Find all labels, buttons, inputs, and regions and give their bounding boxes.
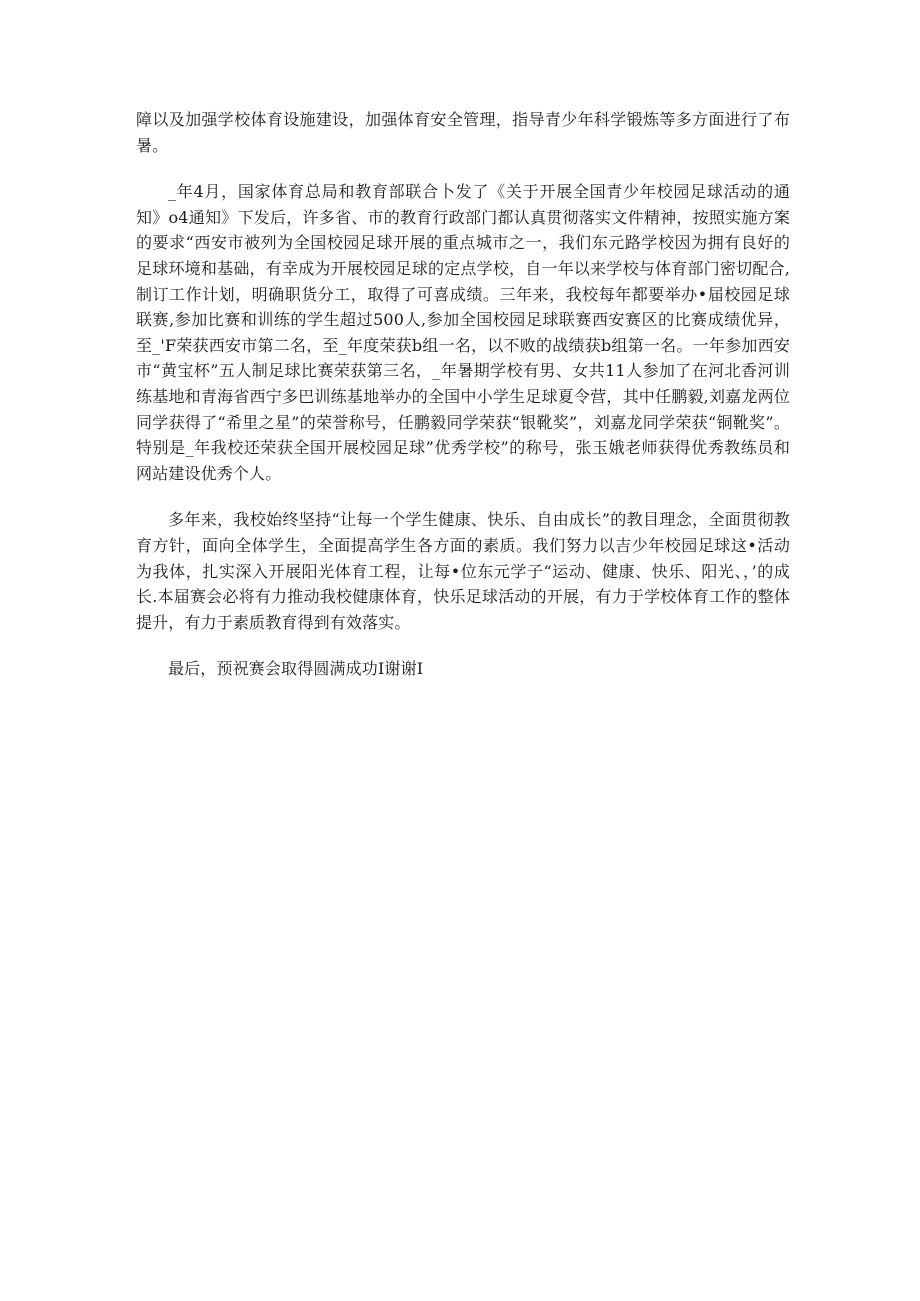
paragraph-philosophy: 多年来，我校始终坚持“让每一个学生健康、快乐、自由成长”的教目理念，全面贯彻教育方针，面向全体学生，全面提高学生各方面的素质。我们努力以吉少年校园足球这•活动为我体，扎实深入开展阳光体育工程，让每•位东元学子“运动、健康、快乐、阳光、，’的成长.本届赛会必将有力推动我校健康体育，快乐足球活动的开展，有力于学校体育工作的整体提升，有力于素质教育得到有效落实。	[136, 510, 790, 632]
document-page	[136, 107, 790, 682]
paragraph-achievements: _年4月，国家体育总局和教育部联合卜发了《关于开展全国青少年校园足球活动的通知》o4通知》下发后，许多省、市的教育行政部门都认真贯彻落实文件精神，按照实施方案的要求“西安市被列为全国校园足球开展的重点城市之一，我们东元路学校因为拥有良好的足球环境和基础，有幸成为开展校园足球的定点学校，自一年以来学校与体育部门密切配合,制订工作计划，明确职货分工，取得了可喜成绩。三年来，我校每年都要举办•届校园足球联赛,参加比赛和训练的学生超过500人,参加全国校园足球联赛西安赛区的比赛成绩优异，至_'F荣获西安市第二名，至_年度荣获b组一名，以不败的战绩获b组第一名。一年参加西安市“黄宝杯”五人制足球比赛荣获第三名，_年暑期学校有男、女共11人参加了在河北香河训练基地和青海省西宁多巴训练基地举办的全国中小学生足球夏令营，其中任鹏毅,刘嘉龙两位同学获得了“希里之星”的荣誉称号，任鹏毅同学荣获“银靴奖”，刘嘉龙同学荣获“铜靴奖”。特别是_年我校还荣获全国开展校园足球”优秀学校”的称号，张玉娥老师获得优秀教练员和网站建设优秀个人。	[136, 182, 790, 483]
paragraph-continuation: 障以及加强学校体育设施建设，加强体育安全管理，指导青少年科学锻炼等多方面进行了布暑。	[136, 110, 790, 155]
paragraph-closing: 最后，预祝赛会取得圆满成功I谢谢I	[168, 659, 424, 679]
